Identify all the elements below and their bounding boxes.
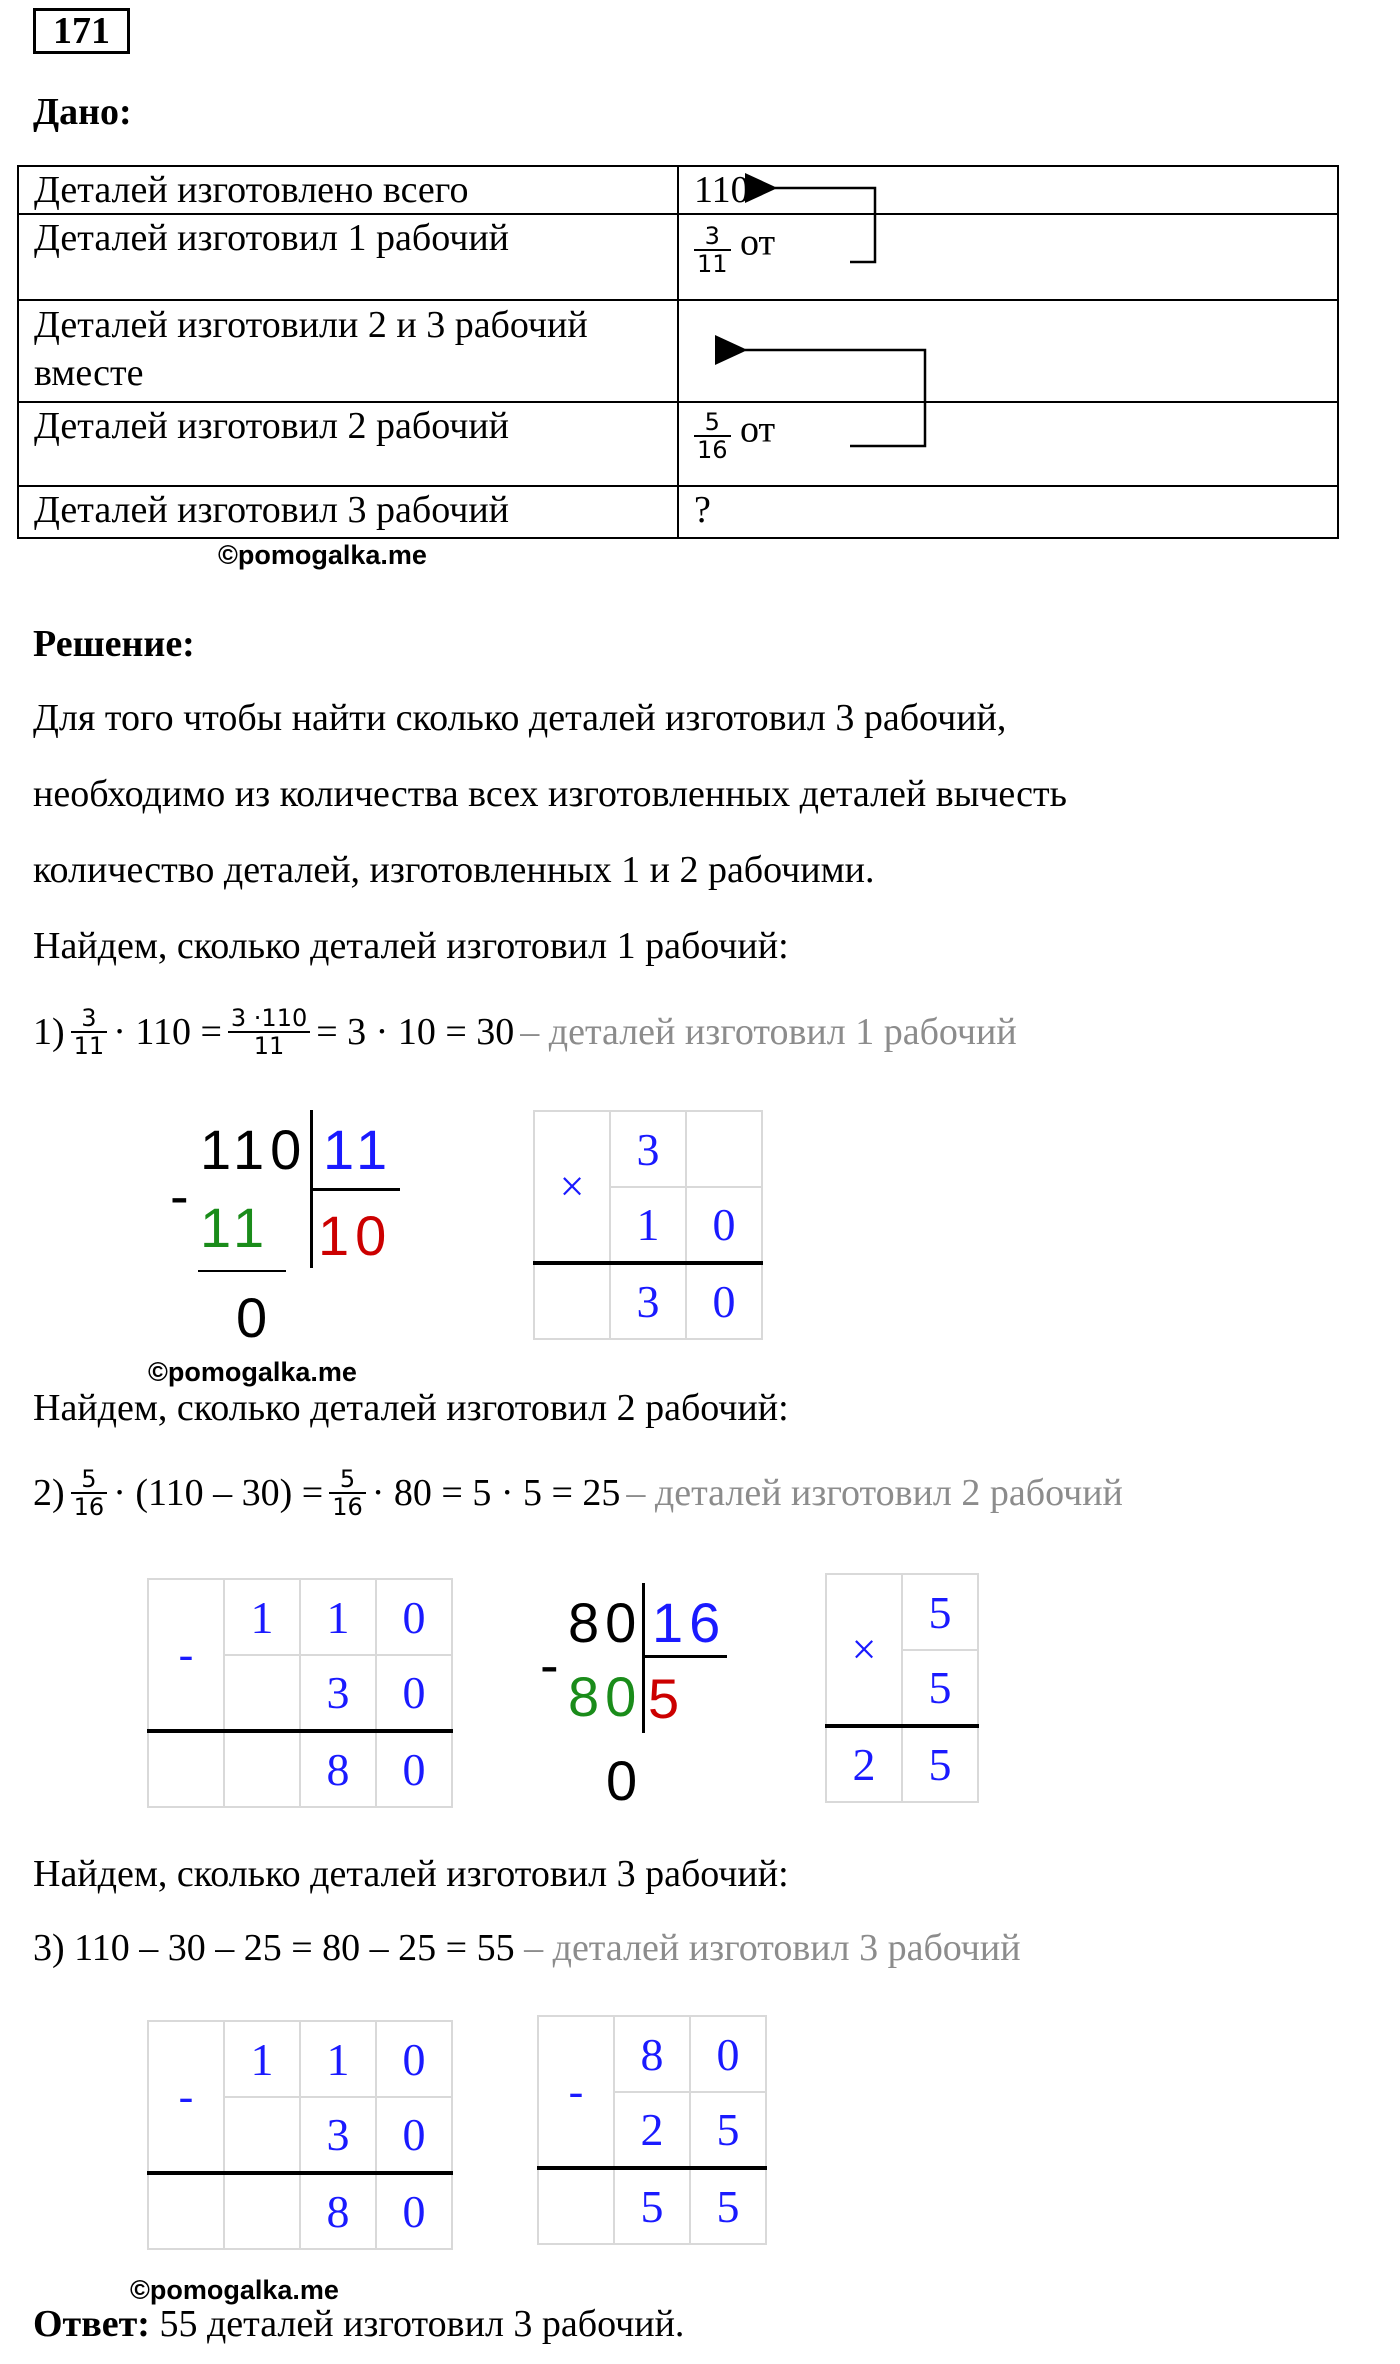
grid-cell: 8 <box>300 1731 376 1807</box>
given-label: Деталей изготовил 2 рабочий <box>18 402 678 486</box>
grid-cell: 1 <box>300 2021 376 2097</box>
fraction-suffix: от <box>740 408 776 451</box>
grid-cell: 0 <box>686 1187 762 1263</box>
fraction: $\frac{5}{16}$ <box>694 409 731 463</box>
fraction: $\frac{5}{16}$ <box>71 1466 108 1520</box>
grid-cell: 0 <box>376 1579 452 1655</box>
given-value: ? <box>678 486 1338 538</box>
grid-cell <box>224 1731 300 1807</box>
given-label: Деталей изготовил 1 рабочий <box>18 214 678 300</box>
intro-line: Для того чтобы найти сколько деталей изготовил 3 рабочий, <box>33 697 1007 739</box>
subtraction-grid-3 <box>537 2015 767 2245</box>
division-line <box>310 1188 400 1191</box>
division-line <box>642 1655 727 1658</box>
minus-sign: - <box>170 1164 195 1227</box>
multiplication-grid-2 <box>825 1573 979 1803</box>
grid-cell: 2 <box>826 1726 902 1802</box>
multiplication-grid-1 <box>533 1110 763 1340</box>
watermark: ©pomogalka.me <box>148 1357 357 1387</box>
given-arrows <box>0 0 1400 560</box>
quotient: 5 <box>648 1667 686 1730</box>
expr-part: = 3 · 10 = 30 <box>316 1011 515 1053</box>
division-bar <box>642 1583 645 1733</box>
grid-cell <box>224 2173 300 2249</box>
step-prefix: 2) <box>33 1472 65 1514</box>
remainder: 0 <box>606 1749 644 1812</box>
watermark: ©pomogalka.me <box>130 2275 339 2305</box>
times-sign: × <box>534 1111 610 1263</box>
grid-cell: 0 <box>686 1263 762 1339</box>
grid-cell <box>224 1655 300 1731</box>
grid-cell: 0 <box>376 2021 452 2097</box>
grid-cell: 5 <box>690 2168 766 2244</box>
remainder: 0 <box>236 1286 274 1349</box>
quotient: 10 <box>318 1204 393 1267</box>
step-heading: Найдем, сколько деталей изготовил 1 рабочий: <box>33 925 789 967</box>
grid-cell <box>534 1263 610 1339</box>
answer-line <box>33 2302 684 2346</box>
grid-cell <box>148 1731 224 1807</box>
grid-cell: 5 <box>902 1574 978 1650</box>
grid-cell <box>686 1111 762 1187</box>
grid-cell: 0 <box>376 1655 452 1731</box>
long-division-1 <box>170 1110 410 1350</box>
step-note: – деталей изготовил 1 рабочий <box>520 1011 1017 1053</box>
subtraction-grid-1 <box>147 1578 453 1808</box>
grid-cell: 1 <box>610 1187 686 1263</box>
step-prefix: 1) <box>33 1011 65 1053</box>
fraction: $\frac{3}{11}$ <box>71 1005 108 1059</box>
expr-part: · (110 – 30) = <box>113 1472 324 1514</box>
step2-expression <box>33 1466 1123 1520</box>
divisor: 16 <box>652 1591 727 1654</box>
grid-cell: 5 <box>690 2092 766 2168</box>
fraction: $\frac{5}{16}$ <box>329 1466 366 1520</box>
grid-cell: 1 <box>300 1579 376 1655</box>
given-label: Деталей изготовлено всего <box>18 166 678 214</box>
expr-part: · 110 = <box>113 1011 222 1053</box>
grid-cell: 8 <box>300 2173 376 2249</box>
dividend: 80 <box>568 1591 643 1654</box>
fraction: $\frac{3 \cdot 110}{11}$ <box>228 1005 310 1059</box>
grid-cell: 0 <box>376 2173 452 2249</box>
divisor: 11 <box>323 1118 394 1181</box>
long-division-2 <box>540 1583 740 1823</box>
grid-cell <box>148 2173 224 2249</box>
grid-cell: 3 <box>300 2097 376 2173</box>
grid-cell: 3 <box>610 1111 686 1187</box>
sum-line <box>198 1270 286 1272</box>
minus-sign: - <box>540 1633 565 1696</box>
grid-cell: 2 <box>614 2092 690 2168</box>
minus-sign: - <box>148 2021 224 2173</box>
solution-heading: Решение: <box>33 623 195 665</box>
intro-line: необходимо из количества всех изготовленных деталей вычесть <box>33 773 1067 815</box>
expr-part: 3) 110 – 30 – 25 = 80 – 25 = 55 <box>33 1927 515 1969</box>
grid-cell: 8 <box>614 2016 690 2092</box>
given-label: Деталей изготовил 3 рабочий <box>18 486 678 538</box>
given-value: 110 <box>678 166 1338 214</box>
minus-sign: - <box>148 1579 224 1731</box>
arrow-1 <box>775 188 875 262</box>
grid-cell: 3 <box>300 1655 376 1731</box>
grid-cell: 1 <box>224 2021 300 2097</box>
grid-cell: 1 <box>224 1579 300 1655</box>
given-heading: Дано: <box>33 91 132 133</box>
fraction-suffix: от <box>740 221 776 264</box>
step-heading: Найдем, сколько деталей изготовил 3 рабочий: <box>33 1853 789 1895</box>
times-sign: × <box>826 1574 902 1726</box>
grid-cell: 3 <box>610 1263 686 1339</box>
step1-expression <box>33 1005 1017 1059</box>
given-label: Деталей изготовили 2 и 3 рабочий вместе <box>18 300 678 402</box>
grid-cell <box>538 2168 614 2244</box>
arrow-2 <box>745 350 925 446</box>
grid-cell: 5 <box>902 1650 978 1726</box>
subtrahend: 80 <box>568 1665 643 1728</box>
problem-number: 171 <box>33 8 130 54</box>
answer-label: Ответ: <box>33 2303 150 2345</box>
subtrahend: 11 <box>200 1196 271 1259</box>
expr-part: · 80 = 5 · 5 = 25 <box>371 1472 621 1514</box>
fraction: $\frac{3}{11}$ <box>694 223 731 277</box>
watermark: ©pomogalka.me <box>218 540 427 570</box>
subtraction-grid-2 <box>147 2020 453 2250</box>
grid-cell: 5 <box>614 2168 690 2244</box>
grid-cell: 0 <box>690 2016 766 2092</box>
step-heading: Найдем, сколько деталей изготовил 2 рабочий: <box>33 1387 789 1429</box>
step-note: – деталей изготовил 2 рабочий <box>626 1472 1123 1514</box>
minus-sign: - <box>538 2016 614 2168</box>
grid-cell <box>224 2097 300 2173</box>
grid-cell: 5 <box>902 1726 978 1802</box>
intro-line: количество деталей, изготовленных 1 и 2 рабочими. <box>33 849 875 891</box>
step-note: – деталей изготовил 3 рабочий <box>524 1927 1021 1969</box>
dividend: 110 <box>200 1118 308 1181</box>
step3-expression <box>33 1926 1021 1970</box>
answer-text: 55 деталей изготовил 3 рабочий. <box>159 2303 685 2345</box>
grid-cell: 0 <box>376 2097 452 2173</box>
grid-cell: 0 <box>376 1731 452 1807</box>
